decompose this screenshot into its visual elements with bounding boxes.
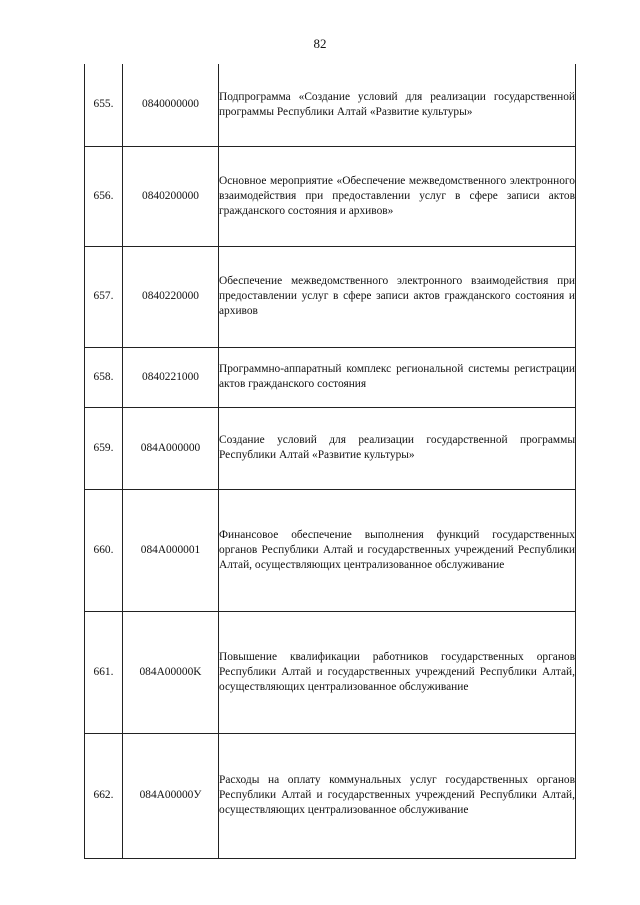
row-number: 657. — [85, 246, 123, 347]
row-code: 0840221000 — [123, 347, 219, 407]
row-name: Расходы на оплату коммунальных услуг государственных органов Республики Алтай и государственных учреждений Республики Алтай, осуществляющих централизованное обслуживание — [219, 733, 576, 858]
row-code: 0840220000 — [123, 246, 219, 347]
table-row — [85, 407, 576, 489]
row-name: Обеспечение межведомственного электронного взаимодействия при предоставлении услуг в сфере записи актов гражданского состояния и архивов — [219, 246, 576, 347]
page-number: 82 — [313, 36, 327, 51]
row-code: 084A000001 — [123, 489, 219, 611]
row-name: Финансовое обеспечение выполнения функций государственных органов Республики Алтай и государственных учреждений Республики Алтай, осуществляющих централизованное обслуживание — [219, 489, 576, 611]
row-number: 658. — [85, 347, 123, 407]
table-row — [85, 64, 576, 146]
table-row — [85, 733, 576, 858]
row-code: 084A000000 — [123, 407, 219, 489]
table-row — [85, 611, 576, 733]
table-row — [85, 246, 576, 347]
row-code: 0840000000 — [123, 64, 219, 146]
table-row — [85, 489, 576, 611]
row-number: 660. — [85, 489, 123, 611]
row-code: 084A00000У — [123, 733, 219, 858]
table-row — [85, 146, 576, 246]
row-name: Повышение квалификации работников государственных органов Республики Алтай и государственных учреждений Республики Алтай, осуществляющих централизованное обслуживание — [219, 611, 576, 733]
row-number: 655. — [85, 64, 123, 146]
row-name: Программно-аппаратный комплекс региональной системы регистрации актов гражданского состояния — [219, 347, 576, 407]
row-number: 656. — [85, 146, 123, 246]
row-name: Подпрограмма «Создание условий для реализации государственной программы Республики Алтай «Развитие культуры» — [219, 64, 576, 146]
table-row — [85, 347, 576, 407]
row-number: 659. — [85, 407, 123, 489]
row-code: 0840200000 — [123, 146, 219, 246]
row-number: 662. — [85, 733, 123, 858]
registry-table — [84, 64, 576, 859]
row-name: Создание условий для реализации государственной программы Республики Алтай «Развитие культуры» — [219, 407, 576, 489]
row-name: Основное мероприятие «Обеспечение межведомственного электронного взаимодействия при предоставлении услуг в сфере записи актов гражданского состояния и архивов» — [219, 146, 576, 246]
row-code: 084A00000K — [123, 611, 219, 733]
row-number: 661. — [85, 611, 123, 733]
